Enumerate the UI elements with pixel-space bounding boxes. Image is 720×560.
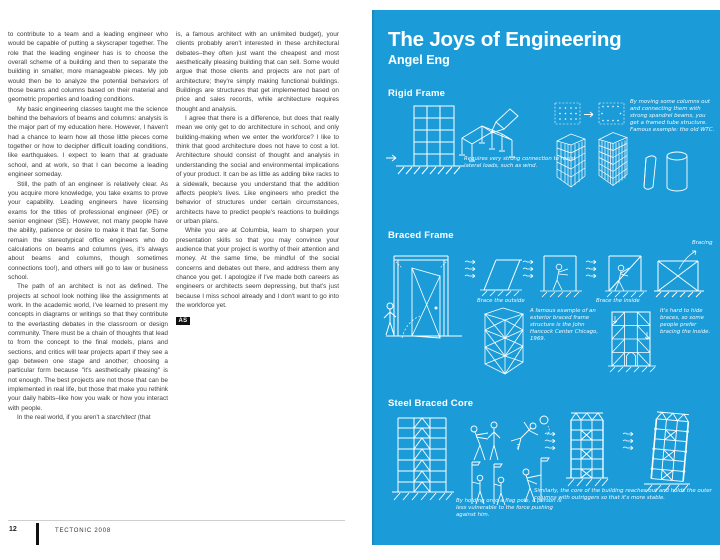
note-hancock: A famous example of an exterior braced frame structure is the John Hancock Center Chicago, 1969.	[530, 308, 599, 342]
paragraph: Still, the path of an engineer is relatively clear. As you acquire more knowledge, you take exams to prove your capability. Leading engineers have licensing exams for the titles of professional engineer (PE) or senior engineer (SE). However, not many people have the ability, patience or desire to make it that far. Some remain the stereotypical office engineers who do calculations on beams and columns (yes, it's always about beams and columns, though sometimes connections too!), and others will go to law or business school.	[8, 180, 168, 281]
plan-columns-perimeter-sketch	[598, 102, 625, 126]
hancock-tower-sketch	[476, 306, 532, 382]
article-title: The Joys of Engineering	[388, 28, 622, 51]
footer-divider-bar	[36, 523, 39, 545]
page-number: 12	[9, 526, 17, 533]
caption-brace-outside: Brace the outside	[477, 298, 525, 304]
plan-columns-inside-sketch	[554, 102, 581, 126]
author-initials-badge: AS	[176, 317, 190, 325]
transform-arrow-icon	[583, 110, 596, 119]
note-outrigger: Similarly, the core of the building reaches out and holds the outer columns with outriggers so that it's more stable.	[534, 488, 712, 501]
article-page-blue	[372, 10, 720, 545]
section-heading-steel-braced-core: Steel Braced Core	[388, 398, 474, 409]
open-sheet-sketch	[642, 154, 660, 192]
paragraph: is, a famous architect with an unlimited budget), your clients probably aren't interested in these architectural debates–they often just want the cheapest and most aesthetically pleasing building that can sell. Some would argue that those clients and projects are not part of architecture; they're simply making functional buildings. Buildings are structures that get implemented based on price and sales records, while architecture requires thought and analysis.	[176, 31, 339, 113]
text-run: (that	[135, 414, 151, 422]
interior-braced-elevation-sketch	[606, 306, 658, 378]
text-run: In the real world, if you aren't a	[17, 414, 107, 422]
closed-tube-sketch	[664, 150, 690, 194]
publication-title: TECTONIC 2008	[55, 528, 111, 534]
footer-rule	[8, 520, 345, 521]
outrigger-tower-sketch	[564, 410, 610, 494]
outrigger-tower-leaning-sketch	[640, 408, 694, 496]
wind-sheared-frame-sketch	[464, 250, 524, 298]
italic-word: starchitect	[106, 414, 136, 422]
paragraph: While you are at Columbia, learn to sharpen your presentation skills so that you may convince your audience that your project is worthy of their attention and money. At the same time, be mindful of the social concerns and debates out there, and address them any chance you get. I apologize if I've made both careers as engineers or architects seem depressing, but that's just because I miss school already and I don't want to go into the workforce yet.	[176, 227, 339, 309]
section-heading-rigid-frame: Rigid Frame	[388, 88, 446, 99]
paragraph: I agree that there is a difference, but does that really mean we only get to do architecture in school, and only building-making when we enter the workforce? I like to think that good architecture does not have to cost a lot. Architecture should consist of thought and analysis in understanding the social and environmental implications of your product. It can be as little as adding bike racks to a sidewalk, because you understand that the addition affects people's lives. Like engineers who predict the behavior of structures under certain circumstances, architects have to predict people's reactions to buildings or urban plans.	[176, 115, 339, 225]
label-bracing: Bracing	[692, 240, 713, 246]
wind-frame-person-brace-sketch	[585, 248, 649, 299]
left-page-column-1	[8, 30, 168, 422]
rigid-frame-elevation-sketch	[384, 104, 466, 182]
note-framed-tube: By moving some columns out and connecting them with strong spandrel beams, you get a framed tube structure. Famous example: the old WTC.	[630, 99, 715, 133]
note-hide-braces: It's hard to hide braces, so some people prefer bracing the inside.	[660, 308, 711, 335]
framed-tube-tower-sketch	[554, 132, 588, 190]
note-flagpole: By holding onto a flag pole, a person is less vulnerable to the force pushing against him.	[456, 498, 562, 518]
wind-arrows-icon	[544, 430, 560, 454]
braced-door-sketch	[382, 244, 466, 352]
wind-frame-person-sketch	[522, 248, 584, 299]
paragraph: to contribute to a team and a leading engineer who would be capable of putting a skyscraper together. The role that the leading engineer has is to choose the overall scheme of a building and then to separate the building in smaller, more manageable pieces. My job would then be to analyze the potential behaviors of those beams and columns based on their material and geometric properties and loading conditions.	[8, 31, 168, 104]
braced-core-elevation-sketch	[388, 412, 458, 508]
x-braced-frame-sketch	[650, 243, 710, 300]
section-heading-braced-frame: Braced Frame	[388, 230, 454, 241]
article-byline: Angel Eng	[388, 53, 450, 67]
paragraph: The path of an architect is not as defined. The projects at school look nothing like the assignments at work. In the academic world, I've learned to present my concepts in diagrams or writings so that they contribute to the everlasting debates in the classroom or design community. There must be a chain of thoughts that lead to from the concept to the final models, plans and sections, and critics will tear projects apart if they see a gap between one stage and another; choosing a particular form because "it's aesthetically pleasing" is not enough. The best projects are not those that can be implemented in real life, but those that make you rethink your daily habits–like how you walk or how you interact with people.	[8, 283, 168, 412]
caption-brace-inside: Brace the inside	[596, 298, 640, 304]
framed-tube-tower-sketch	[596, 129, 630, 190]
wind-arrows-icon	[622, 430, 638, 454]
paragraph: My basic engineering classes taught me the science behind the behaviors of beams and columns: analysis is the major part of my education here. However, I haven't had a chance to learn how all those little pieces come together or how to decipher difficult loading conditions, like earthquakes. I expect to learn that at graduate school, and at work, so that I can become a leading engineer someday.	[8, 105, 168, 179]
note-strong-connection: Requires very strong connection to resist lateral loads, such as wind.	[464, 156, 576, 169]
question-mark-label: ?	[516, 443, 520, 451]
paragraph	[8, 413, 168, 422]
left-page-column-2	[176, 30, 339, 326]
